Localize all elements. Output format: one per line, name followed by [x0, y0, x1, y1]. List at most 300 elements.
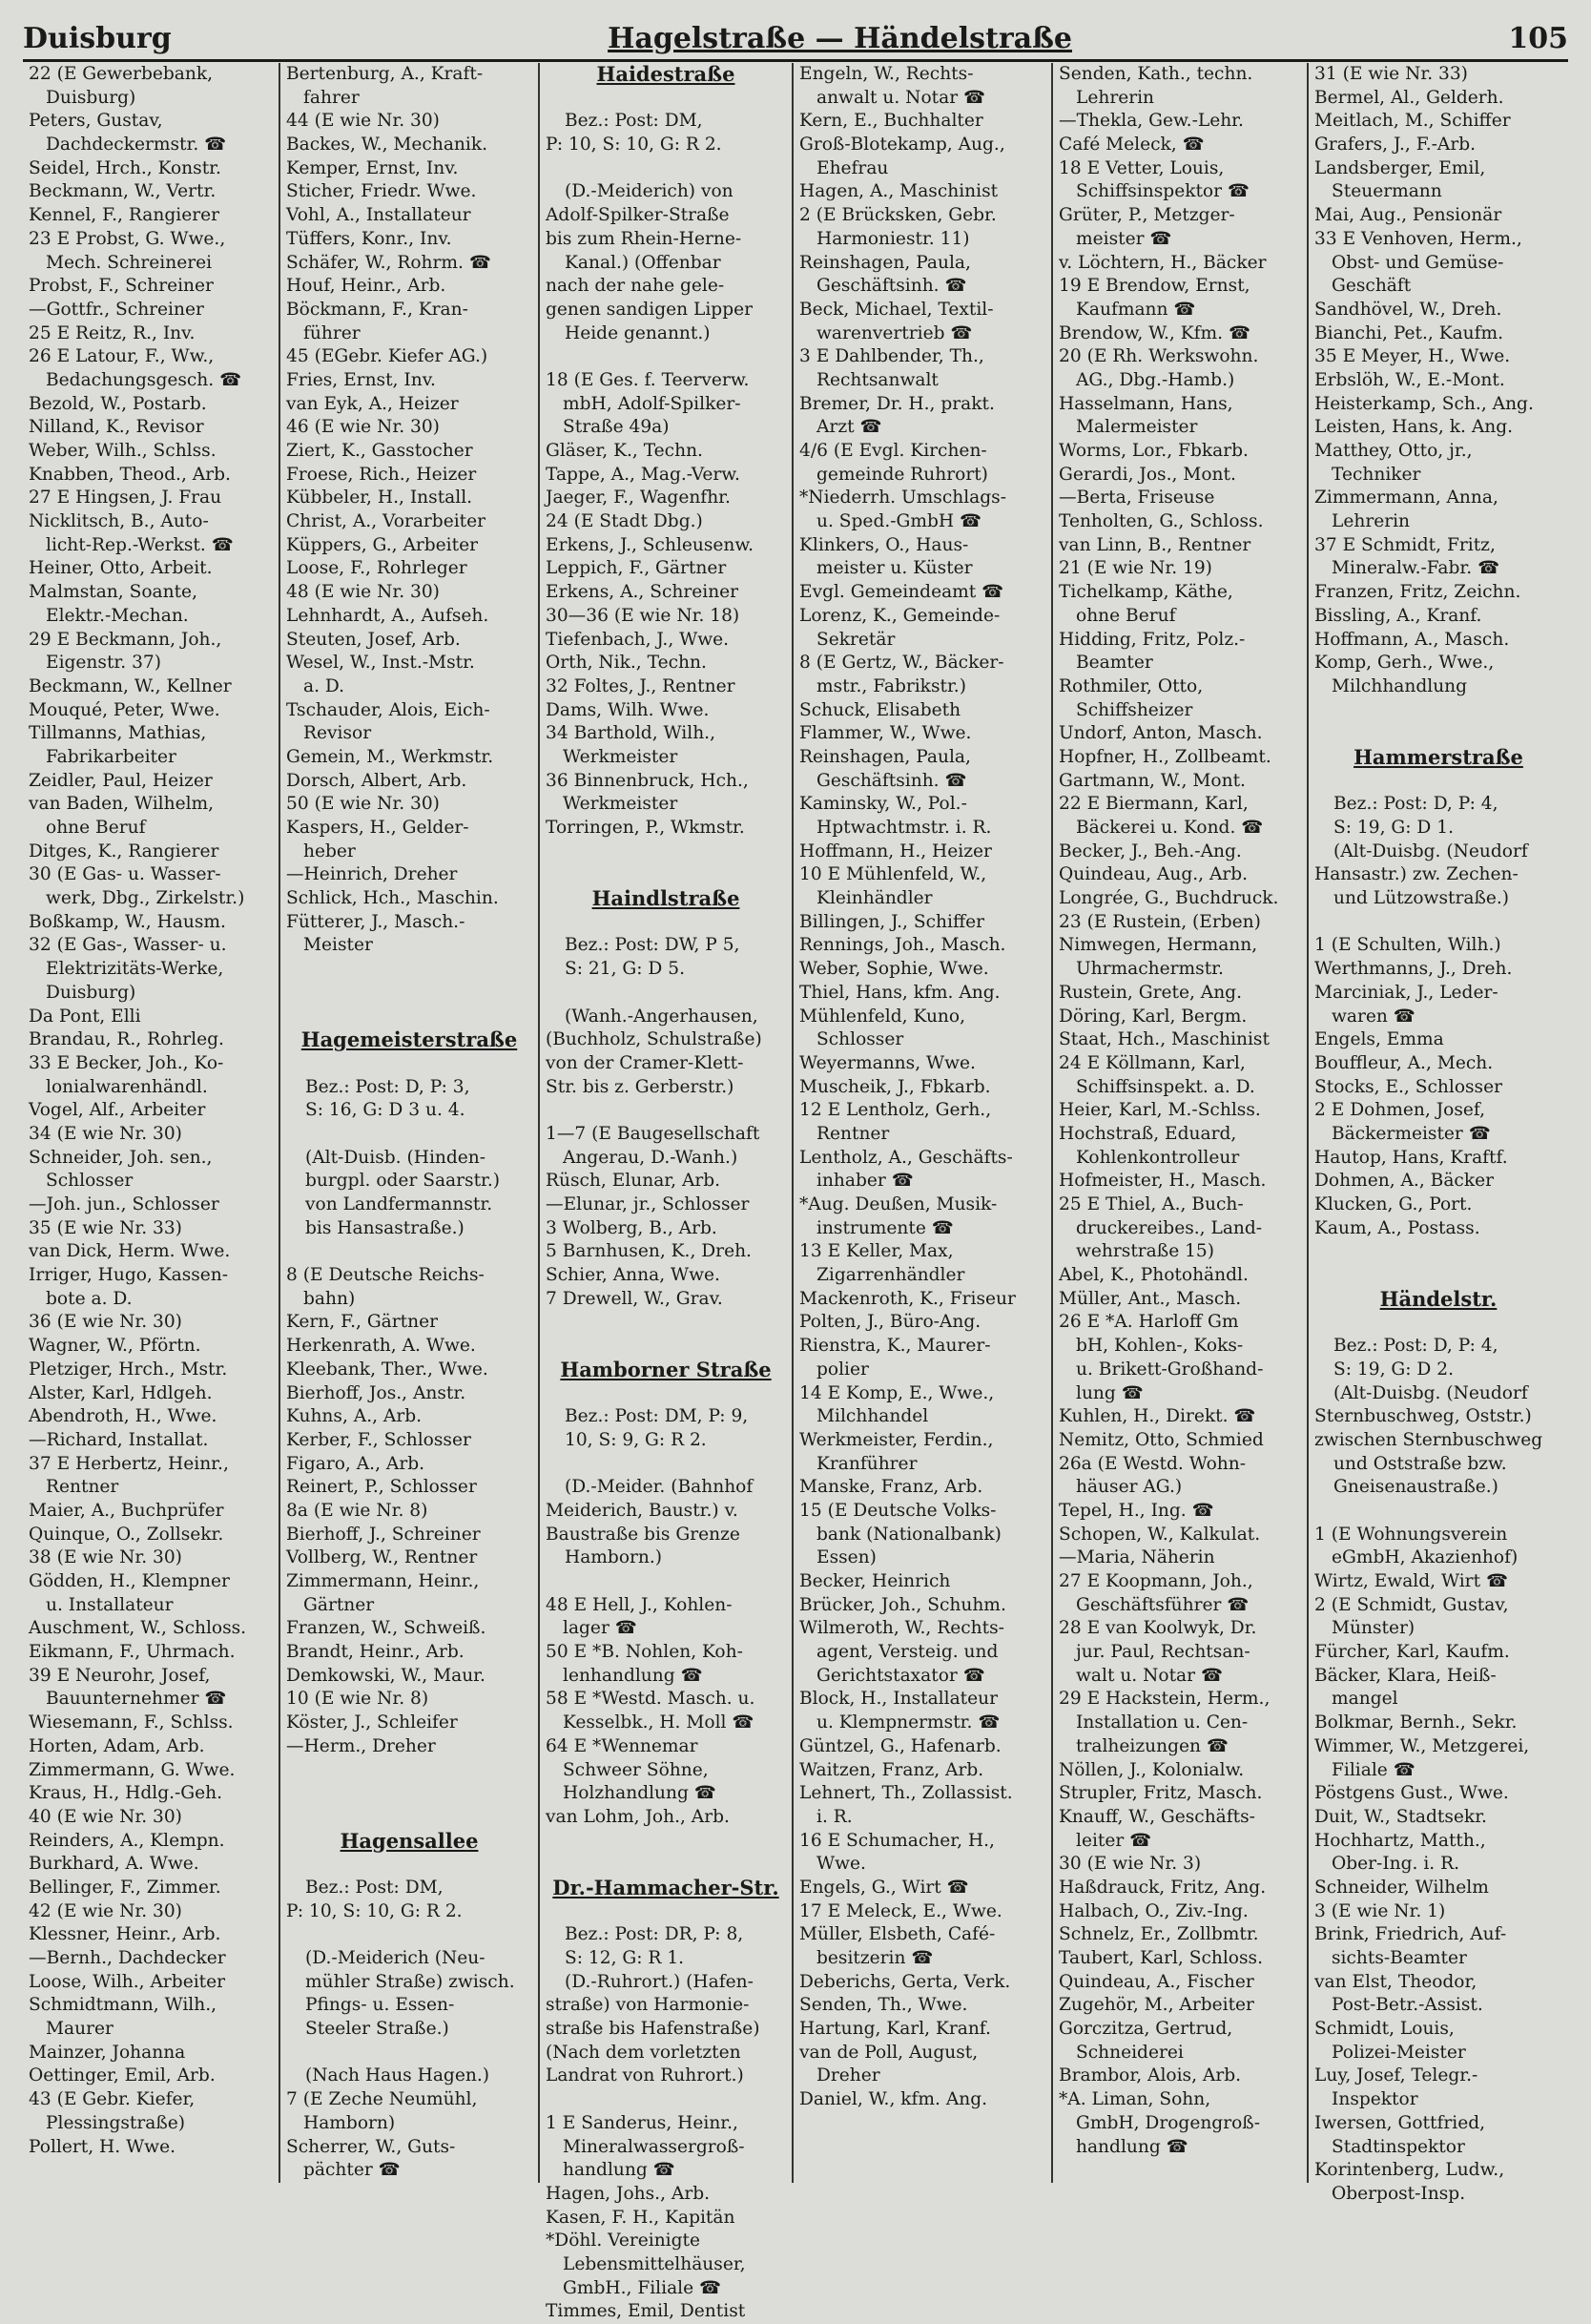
directory-line: Eigenstr. 37)	[46, 653, 161, 674]
directory-line: Schiffsinspekt. a. D.	[1076, 1076, 1255, 1097]
directory-line: Rechtsanwalt	[816, 369, 939, 390]
directory-line: u. Brikett-Großhand-	[1076, 1359, 1264, 1380]
directory-line: Iwersen, Gottfried,	[1314, 2112, 1486, 2133]
directory-line: 48 E Hell, J., Kohlen-	[546, 1594, 733, 1615]
directory-line	[546, 1335, 786, 1359]
directory-line: (D.-Ruhrort.) (Hafen-	[565, 1971, 754, 1992]
directory-line: Bolkmar, Bernh., Sekr.	[1314, 1712, 1518, 1733]
directory-line: Inspektor	[1332, 2089, 1418, 2110]
directory-line	[546, 1311, 786, 1335]
directory-line: —Gottfr., Schreiner	[29, 299, 204, 320]
directory-line	[286, 1123, 532, 1147]
directory-line: Kraus, H., Hdlg.-Geh.	[29, 1783, 223, 1804]
directory-line: Polten, J., Büro-Ang.	[799, 1312, 981, 1333]
directory-line: *A. Liman, Sohn,	[1059, 2089, 1211, 2110]
directory-line: Halbach, O., Ziv.-Ing.	[1059, 1900, 1249, 1921]
directory-line: Reinders, A., Klempn.	[29, 1830, 225, 1851]
directory-line: Houf, Heinr., Arb.	[286, 276, 446, 297]
directory-line: Kuhns, A., Arb.	[286, 1406, 423, 1427]
directory-line: 36 (E wie Nr. 30)	[29, 1312, 182, 1333]
directory-line: i. R.	[816, 1806, 853, 1827]
directory-line: Maurer	[46, 2019, 114, 2040]
directory-line: van de Poll, August,	[799, 2042, 979, 2063]
directory-line: Stocks, E., Schlosser	[1314, 1076, 1502, 1097]
directory-line: Block, H., Installateur	[799, 1689, 998, 1710]
directory-line: bis Hansastraße.)	[305, 1217, 465, 1238]
directory-line: Schneider, Joh. sen.,	[29, 1147, 213, 1168]
directory-line: Bez.: Post: D, P: 3,	[305, 1076, 470, 1097]
directory-line: Bierhoff, Jos., Anstr.	[286, 1382, 466, 1403]
directory-line: pächter ☎	[303, 2160, 401, 2181]
column-2	[279, 63, 538, 2183]
directory-line: Timmes, Emil, Dentist	[546, 2301, 746, 2322]
directory-line: sichts-Beamter	[1332, 1948, 1467, 1968]
directory-line: Bouffleur, A., Mech.	[1314, 1052, 1494, 1073]
directory-line: Kaufmann ☎	[1076, 299, 1196, 320]
directory-line: bahn)	[303, 1288, 356, 1309]
directory-line: Mineralw.-Fabr. ☎	[1332, 558, 1500, 579]
directory-line: Auschment, W., Schloss.	[29, 1618, 247, 1639]
directory-line: Ober-Ing. i. R.	[1332, 1854, 1460, 1875]
directory-line: Hoffmann, A., Masch.	[1314, 629, 1510, 650]
directory-line: Hartung, Karl, Kranf.	[799, 2019, 991, 2040]
directory-line: Kennel, F., Rangierer	[29, 205, 219, 226]
directory-line: Engels, G., Wirt ☎	[799, 1877, 969, 1898]
directory-line: führer	[303, 322, 361, 343]
directory-line: Bremer, Dr. H., prakt.	[799, 393, 995, 414]
directory-line	[286, 1923, 532, 1947]
directory-line: Landsberger, Emil,	[1314, 157, 1486, 178]
directory-line: Dohmen, A., Bäcker	[1314, 1171, 1494, 1192]
directory-line	[546, 345, 786, 369]
directory-line: Malermeister	[1076, 417, 1198, 438]
directory-line: 23 E Probst, G. Wwe.,	[29, 228, 226, 249]
directory-line: Ehefrau	[816, 157, 889, 178]
directory-line: Flammer, W., Wwe.	[799, 723, 972, 744]
directory-line: licht-Rep.-Werkst. ☎	[46, 534, 234, 555]
directory-line: Straße 49a)	[563, 417, 670, 438]
directory-line: Tschauder, Alois, Eich-	[286, 699, 490, 720]
column-4	[792, 63, 1051, 2183]
directory-line: Schmidtmann, Wilh.,	[29, 1995, 217, 2016]
directory-line: Schuck, Elisabeth	[799, 699, 961, 720]
directory-line: Schiffsheizer	[1076, 699, 1193, 720]
directory-line: Bäckerei u. Kond. ☎	[1076, 818, 1264, 838]
directory-line: 42 (E wie Nr. 30)	[29, 1900, 182, 1921]
directory-line: straße bis Hafenstraße)	[546, 2019, 760, 2040]
directory-line: Bissling, A., Kranf.	[1314, 605, 1482, 626]
directory-line	[546, 1453, 786, 1477]
directory-line: 25 E Thiel, A., Buch-	[1059, 1194, 1244, 1214]
directory-line: Leisten, Hans, k. Ang.	[1314, 417, 1514, 438]
directory-line: Boßkamp, W., Hausm.	[29, 911, 226, 932]
directory-line: Heisterkamp, Sch., Ang.	[1314, 393, 1534, 414]
directory-line: warenvertrieb ☎	[816, 322, 973, 343]
directory-line	[546, 1570, 786, 1594]
directory-line: Kesselbk., H. Moll ☎	[563, 1712, 754, 1733]
directory-line: Geschäftsinh. ☎	[816, 770, 967, 791]
directory-line: van Baden, Wilhelm,	[29, 794, 215, 815]
directory-line	[546, 1853, 786, 1877]
directory-line: 35 E Meyer, H., Wwe.	[1314, 346, 1511, 367]
directory-line: GmbH, Drogengroß-	[1076, 2112, 1260, 2133]
directory-line: 46 (E wie Nr. 30)	[286, 417, 440, 438]
directory-line: Alster, Karl, Hdlgeh.	[29, 1382, 213, 1403]
directory-line: Demkowski, W., Maur.	[286, 1665, 486, 1686]
directory-line: 58 E *Westd. Masch. u.	[546, 1689, 755, 1710]
directory-line: Ziert, K., Gasstocher	[286, 441, 473, 461]
directory-line: Thiel, Hans, kfm. Ang.	[799, 982, 1001, 1003]
directory-line: Bellinger, F., Zimmer.	[29, 1877, 221, 1898]
directory-line: Mouqué, Peter, Wwe.	[29, 699, 220, 720]
directory-line: Orth, Nik., Techn.	[546, 653, 707, 674]
directory-line: Heier, Karl, M.-Schlss.	[1059, 1100, 1261, 1121]
directory-line: Lebensmittelhäuser,	[563, 2253, 746, 2274]
directory-line: Geschäft	[1332, 276, 1412, 297]
directory-line: Zeidler, Paul, Heizer	[29, 770, 213, 791]
directory-line: 26a (E Westd. Wohn-	[1059, 1453, 1247, 1474]
directory-line: 29 E Hackstein, Herm.,	[1059, 1689, 1271, 1710]
directory-line: Elektr.-Mechan.	[46, 605, 189, 626]
directory-line: Münster)	[1332, 1618, 1415, 1639]
directory-line: Hidding, Fritz, Polz.-	[1059, 629, 1246, 650]
directory-line: Taubert, Karl, Schloss.	[1059, 1948, 1264, 1968]
directory-line: Ditges, K., Rangierer	[29, 840, 219, 861]
directory-line: mstr., Fabrikstr.)	[816, 675, 966, 696]
directory-line: Gorczitza, Gertrud,	[1059, 2019, 1233, 2040]
directory-line	[1314, 911, 1562, 935]
directory-line: (Alt-Duisbg. (Neudorf	[1333, 1382, 1528, 1403]
directory-line: *Döhl. Vereinigte	[546, 2231, 701, 2251]
directory-line: 43 (E Gebr. Kiefer,	[29, 2089, 196, 2110]
directory-line: a. D.	[303, 675, 345, 696]
directory-line: Gläser, K., Techn.	[546, 441, 703, 461]
directory-line: Bianchi, Pet., Kaufm.	[1314, 322, 1504, 343]
directory-line: Beck, Michael, Textil-	[799, 299, 994, 320]
directory-line	[546, 1099, 786, 1123]
page-number: 105	[1508, 22, 1568, 55]
directory-line: waren ☎	[1332, 1006, 1415, 1027]
directory-line: Dorsch, Albert, Arb.	[286, 770, 467, 791]
directory-line	[546, 840, 786, 864]
directory-line: 32 Foltes, J., Rentner	[546, 675, 735, 696]
directory-line: meister u. Küster	[816, 558, 973, 579]
street-heading: Händelstr.	[1379, 1286, 1498, 1311]
directory-line: van Dick, Herm. Wwe.	[29, 1241, 231, 1262]
directory-line: Meitlach, M., Schiffer	[1314, 111, 1511, 132]
column-5	[1051, 63, 1307, 2183]
directory-line: Kanal.) (Offenbar	[565, 252, 721, 273]
directory-line: Oberpost-Insp.	[1332, 2183, 1466, 2204]
directory-line: Tappe, A., Mag.-Verw.	[546, 464, 740, 485]
directory-line: Bermel, Al., Gelderh.	[1314, 87, 1504, 108]
directory-line: Fürcher, Karl, Kaufm.	[1314, 1642, 1510, 1663]
directory-line: Weber, Wilh., Schlss.	[29, 441, 217, 461]
column-6	[1307, 63, 1568, 2204]
directory-line: S: 19, G: D 2.	[1333, 1359, 1454, 1380]
directory-line	[286, 1782, 532, 1806]
directory-line: 18 E Vetter, Louis,	[1059, 157, 1225, 178]
directory-line: Wiesemann, F., Schlss.	[29, 1712, 234, 1733]
directory-line: Schlick, Hch., Maschin.	[286, 888, 499, 909]
directory-line: —Heinrich, Dreher	[286, 864, 458, 885]
directory-line: Hochstraß, Eduard,	[1059, 1123, 1237, 1144]
directory-line: Rustein, Grete, Ang.	[1059, 982, 1242, 1003]
directory-line: Obst- und Gemüse-	[1332, 252, 1504, 273]
directory-line: bH, Kohlen-, Koks-	[1076, 1336, 1244, 1357]
directory-line: Klinkers, O., Haus-	[799, 534, 969, 555]
directory-line: Kleebank, Ther., Wwe.	[286, 1359, 488, 1380]
directory-line: (Nach Haus Hagen.)	[305, 2065, 489, 2086]
directory-line: 1 (E Schulten, Wilh.)	[1314, 935, 1501, 956]
directory-line: —Bernh., Dachdecker	[29, 1948, 226, 1968]
directory-line: 14 E Komp, E., Wwe.,	[799, 1382, 995, 1403]
directory-line: 10, S: 9, G: R 2.	[565, 1429, 707, 1450]
directory-line: Nimwegen, Hermann,	[1059, 935, 1258, 956]
directory-line: Schnelz, Er., Zollbmtr.	[1059, 1924, 1259, 1945]
directory-line: polier	[816, 1359, 869, 1380]
directory-line	[286, 982, 532, 1006]
directory-line: Wesel, W., Inst.-Mstr.	[286, 653, 475, 674]
directory-line: 22 E Biermann, Karl,	[1059, 794, 1249, 815]
directory-line: 30 (E wie Nr. 3)	[1059, 1854, 1202, 1875]
directory-line: Mackenroth, K., Friseur	[799, 1288, 1016, 1309]
directory-line: Groß-Blotekamp, Aug.,	[799, 135, 1005, 156]
directory-line: Zimmermann, Heinr.,	[286, 1571, 480, 1591]
directory-line: Eikmann, F., Uhrmach.	[29, 1642, 236, 1663]
directory-line: 26 E Latour, F., Ww.,	[29, 346, 215, 367]
directory-line: v. Löchtern, H., Bäcker	[1059, 252, 1267, 273]
directory-line: 3 Wolberg, B., Arb.	[546, 1217, 717, 1238]
directory-line: Brandau, R., Rohrleg.	[29, 1029, 224, 1050]
directory-line: Kaminsky, W., Pol.-	[799, 794, 967, 815]
directory-line: 28 E van Koolwyk, Dr.	[1059, 1618, 1257, 1639]
directory-line: Lentholz, A., Geschäfts-	[799, 1147, 1013, 1168]
directory-line: Gödden, H., Klempner	[29, 1571, 230, 1591]
directory-line: Essen)	[816, 1547, 877, 1568]
directory-line: Bäckermeister ☎	[1332, 1123, 1491, 1144]
directory-line: 33 E Venhoven, Herm.,	[1314, 228, 1522, 249]
directory-line: Filiale ☎	[1332, 1759, 1415, 1780]
directory-line: Vogel, Alf., Arbeiter	[29, 1100, 206, 1121]
directory-line: Fabrikarbeiter	[46, 746, 176, 767]
directory-line: Reinert, P., Schlosser	[286, 1477, 477, 1498]
directory-line: besitzerin ☎	[816, 1948, 934, 1968]
directory-line: Oettinger, Emil, Arb.	[29, 2065, 216, 2086]
directory-line: 8 (E Deutsche Reichs-	[286, 1265, 485, 1286]
header-street-range: Hagelstraße — Händelstraße	[608, 22, 1072, 55]
directory-line: Staat, Hch., Maschinist	[1059, 1029, 1270, 1050]
directory-line: Marciniak, J., Leder-	[1314, 982, 1498, 1003]
directory-line	[546, 1900, 786, 1924]
header-city: Duisburg	[23, 22, 172, 55]
directory-line: u. Klempnermstr. ☎	[816, 1712, 1001, 1733]
directory-line: Matthey, Otto, jr.,	[1314, 441, 1473, 461]
directory-line: Bez.: Post: D, P: 4,	[1333, 1336, 1498, 1357]
directory-line: Brandt, Heinr., Arb.	[286, 1642, 465, 1663]
directory-line: (D.-Meiderich (Neu-	[305, 1948, 486, 1968]
directory-line: van Eyk, A., Heizer	[286, 393, 459, 414]
directory-line: Schneiderei	[1076, 2042, 1184, 2063]
directory-line: Komp, Gerh., Wwe.,	[1314, 653, 1495, 674]
directory-line: Waitzen, Franz, Arb.	[799, 1759, 984, 1780]
directory-line: Da Pont, Elli	[29, 1006, 141, 1027]
directory-line: gemeinde Ruhrort)	[816, 464, 988, 485]
directory-line: Sandhövel, W., Dreh.	[1314, 299, 1502, 320]
directory-line: Revisor	[303, 723, 372, 744]
directory-line: (D.-Meider. (Bahnhof	[565, 1477, 754, 1498]
directory-line: Zigarrenhändler	[816, 1265, 965, 1286]
directory-line: handlung ☎	[1076, 2136, 1188, 2157]
directory-line: Tiefenbach, J., Wwe.	[546, 629, 730, 650]
directory-line: 15 (E Deutsche Volks-	[799, 1500, 997, 1521]
directory-line: GmbH., Filiale ☎	[563, 2277, 722, 2298]
directory-line: Grüter, P., Metzger-	[1059, 205, 1235, 226]
directory-line: 27 E Hingsen, J. Frau	[29, 488, 222, 508]
directory-line: bank (Nationalbank)	[816, 1524, 1002, 1545]
directory-line: S: 12, G: R 1.	[565, 1948, 685, 1968]
directory-line: 38 (E wie Nr. 30)	[29, 1547, 182, 1568]
directory-line: Kohlenkontrolleur	[1076, 1147, 1240, 1168]
directory-line: van Linn, B., Rentner	[1059, 534, 1251, 555]
directory-line: inhaber ☎	[816, 1171, 914, 1192]
directory-line: Billingen, J., Schiffer	[799, 911, 985, 932]
directory-line: fahrer	[303, 87, 360, 108]
street-heading: Hamborner Straße	[560, 1357, 772, 1381]
directory-line: Hamborn.)	[565, 1547, 663, 1568]
directory-line: Bertenburg, A., Kraft-	[286, 64, 484, 84]
directory-line: instrumente ☎	[816, 1217, 954, 1238]
directory-line: 25 E Reitz, R., Inv.	[29, 322, 196, 343]
directory-line: Wimmer, W., Metzgerei,	[1314, 1735, 1530, 1756]
directory-line: Elektrizitäts-Werke,	[46, 959, 224, 980]
directory-line: 64 E *Wennemar	[546, 1735, 698, 1756]
directory-line: Bez.: Post: DM,	[305, 1877, 444, 1898]
directory-line: (Wanh.-Angerhausen,	[565, 1006, 758, 1027]
directory-line: Mech. Schreinerei	[46, 252, 213, 273]
directory-line	[546, 1830, 786, 1854]
directory-line: 50 E *B. Nohlen, Koh-	[546, 1642, 743, 1663]
directory-line: Dams, Wilh. Wwe.	[546, 699, 710, 720]
directory-line: Wilmeroth, W., Rechts-	[799, 1618, 1004, 1639]
directory-line: 1 (E Wohnungsverein	[1314, 1524, 1508, 1545]
directory-line: Gerardi, Jos., Mont.	[1059, 464, 1236, 485]
directory-line: 10 (E wie Nr. 8)	[286, 1689, 429, 1710]
directory-line: 24 (E Stadt Dbg.)	[546, 511, 703, 532]
directory-line: nach der nahe gele-	[546, 276, 725, 297]
directory-line: Figaro, A., Arb.	[286, 1453, 425, 1474]
directory-line: Erkens, A., Schreiner	[546, 582, 739, 603]
directory-line: Bez.: Post: DM,	[565, 111, 703, 132]
directory-line: Güntzel, G., Hafenarb.	[799, 1735, 1002, 1756]
directory-line: Torringen, P., Wkmstr.	[546, 818, 745, 838]
directory-line: 8 (E Gertz, W., Bäcker-	[799, 653, 1004, 674]
directory-line: straße) von Harmonie-	[546, 1995, 750, 2016]
directory-line: Nilland, K., Revisor	[29, 417, 204, 438]
directory-line: S: 21, G: D 5.	[565, 959, 685, 980]
directory-line: Herkenrath, A. Wwe.	[286, 1336, 476, 1357]
directory-line: Wirtz, Ewald, Wirt ☎	[1314, 1571, 1509, 1591]
directory-line: Werkmeister, Ferdin.,	[799, 1429, 994, 1450]
directory-line: Bez.: Post: DW, P 5,	[565, 935, 740, 956]
directory-line: Polizei-Meister	[1332, 2042, 1466, 2063]
directory-line: Angerau, D.-Wanh.)	[563, 1147, 738, 1168]
directory-line: lenhandlung ☎	[563, 1665, 703, 1686]
directory-line: Kern, E., Buchhalter	[799, 111, 983, 132]
directory-line: 45 (EGebr. Kiefer AG.)	[286, 346, 488, 367]
directory-line: Wwe.	[816, 1854, 866, 1875]
directory-line: 34 Barthold, Wilh.,	[546, 723, 715, 744]
directory-line: Nemitz, Otto, Schmied	[1059, 1429, 1264, 1450]
directory-line: Rüsch, Elunar, Arb.	[546, 1171, 721, 1192]
directory-line: 1—7 (E Baugesellschaft	[546, 1123, 760, 1144]
directory-line: Gärtner	[303, 1594, 375, 1615]
directory-line: Rienstra, K., Maurer-	[799, 1336, 991, 1357]
directory-line: Reinshagen, Paula,	[799, 746, 971, 767]
directory-line: Strupler, Fritz, Masch.	[1059, 1783, 1263, 1804]
directory-line: Pollert, H. Wwe.	[29, 2136, 176, 2157]
directory-line: Klessner, Heinr., Arb.	[29, 1924, 221, 1945]
directory-line: Becker, J., Beh.-Ang.	[1059, 840, 1242, 861]
directory-line: 32 (E Gas-, Wasser- u.	[29, 935, 227, 956]
directory-line: handlung ☎	[563, 2160, 675, 2181]
directory-line: —Thekla, Gew.-Lehr.	[1059, 111, 1244, 132]
directory-line: 18 (E Ges. f. Teerverw.	[546, 369, 750, 390]
directory-line: 23 (E Rustein, (Erben)	[1059, 911, 1261, 932]
directory-line	[1314, 1240, 1562, 1264]
directory-line	[546, 87, 786, 111]
directory-line: Rothmiler, Otto,	[1059, 675, 1204, 696]
directory-line: Senden, Kath., techn.	[1059, 64, 1253, 84]
directory-line: Gemein, M., Werkmstr.	[286, 746, 494, 767]
directory-line: Lehrerin	[1076, 87, 1155, 108]
directory-line: Duisburg)	[46, 982, 136, 1003]
street-heading: Hammerstraße	[1353, 744, 1523, 769]
directory-line: Schneider, Wilhelm	[1314, 1877, 1489, 1898]
directory-line: Hagen, Johs., Arb.	[546, 2183, 711, 2204]
directory-line: Vohl, A., Installateur	[286, 205, 471, 226]
directory-line	[286, 1806, 532, 1830]
directory-line: Milchhandel	[816, 1406, 929, 1427]
directory-line: Mainzer, Johanna	[29, 2042, 186, 2063]
directory-line	[286, 2042, 532, 2065]
directory-line: Franzen, Fritz, Zeichn.	[1314, 582, 1521, 603]
directory-line: und Oststraße bzw.	[1333, 1453, 1507, 1474]
directory-line: lonialwarenhändl.	[46, 1076, 208, 1097]
directory-line: Hopfner, H., Zollbeamt.	[1059, 746, 1271, 767]
directory-line: *Niederrh. Umschlags-	[799, 488, 1006, 508]
directory-line: Werkmeister	[563, 746, 678, 767]
directory-line: *Aug. Deußen, Musik-	[799, 1194, 998, 1214]
street-heading: Dr.-Hammacher-Str.	[552, 1875, 779, 1899]
directory-line: Klucken, G., Port.	[1314, 1194, 1473, 1214]
directory-line: —Herm., Dreher	[286, 1735, 436, 1756]
directory-line: (Alt-Duisb. (Hinden-	[305, 1147, 486, 1168]
directory-line: Schiffsinspektor ☎	[1076, 181, 1250, 202]
directory-line: Tenholten, G., Schloss.	[1059, 511, 1264, 532]
directory-line: Christ, A., Vorarbeiter	[286, 511, 486, 532]
directory-line	[1314, 770, 1562, 794]
directory-line	[1314, 1264, 1562, 1288]
directory-line: Schopen, W., Kalkulat.	[1059, 1524, 1261, 1545]
directory-line: Kuhlen, H., Direkt. ☎	[1059, 1406, 1256, 1427]
directory-line: tralheizungen ☎	[1076, 1735, 1229, 1756]
directory-line: Gartmann, W., Mont.	[1059, 770, 1246, 791]
directory-line: 44 (E wie Nr. 30)	[286, 111, 440, 132]
directory-line: 4/6 (E Evgl. Kirchen-	[799, 441, 987, 461]
directory-line: 22 (E Gewerbebank,	[29, 64, 214, 84]
directory-line: 29 E Beckmann, Joh.,	[29, 629, 222, 650]
